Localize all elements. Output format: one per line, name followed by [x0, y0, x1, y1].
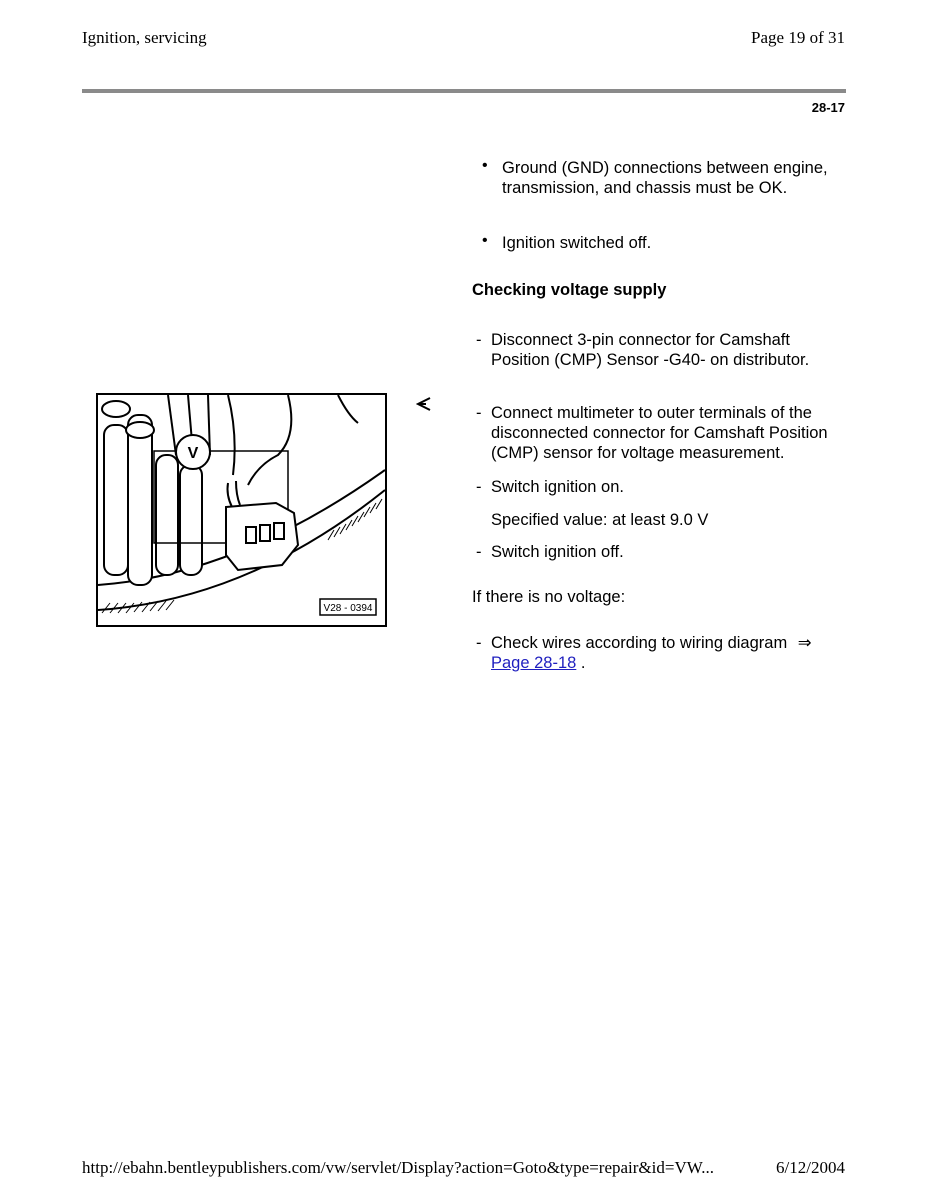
- dash-icon: -: [476, 478, 482, 496]
- multimeter-label: V: [187, 445, 199, 462]
- step-disconnect: [472, 330, 846, 370]
- bullet-ground: [472, 158, 846, 198]
- step-line: Connect multimeter to outer terminals of the: [491, 404, 812, 422]
- step-line: Disconnect 3-pin connector for Camshaft: [491, 331, 790, 349]
- footer-date: 6/12/2004: [776, 1158, 845, 1177]
- page-indicator: Page 19 of 31: [751, 28, 845, 47]
- step-line-end: .: [580, 654, 586, 672]
- connector-illustration: [96, 393, 387, 627]
- step-switch-off: [472, 542, 846, 562]
- step-line: Switch ignition off.: [491, 543, 624, 561]
- reference-arrow-icon: ⇒: [797, 634, 812, 652]
- dash-icon: -: [476, 331, 482, 349]
- step-switch-on: [472, 477, 846, 497]
- page-link[interactable]: Page 28-18: [491, 654, 577, 672]
- bullet-line: Ground (GND) connections between engine,: [502, 159, 828, 177]
- bullet-ignition-off: [472, 233, 846, 253]
- dash-icon: -: [476, 404, 482, 422]
- bullet-icon: •: [482, 233, 488, 249]
- bullet-icon: •: [482, 158, 488, 174]
- step-check-wires: [472, 633, 846, 673]
- dash-icon: -: [476, 543, 482, 561]
- step-line: disconnected connector for Camshaft Position: [491, 424, 828, 442]
- bullet-line: transmission, and chassis must be OK.: [502, 179, 788, 197]
- bullet-line: Ignition switched off.: [502, 234, 652, 252]
- figure-pointer-icon: [416, 396, 432, 412]
- step-line: (CMP) sensor for voltage measurement.: [491, 444, 785, 462]
- section-heading: Checking voltage supply: [472, 281, 667, 299]
- section-number: 28-17: [811, 100, 845, 115]
- specified-value: Specified value: at least 9.0 V: [491, 511, 709, 529]
- step-line: Position (CMP) Sensor -G40- on distributor.: [491, 351, 810, 369]
- dash-icon: -: [476, 634, 482, 652]
- step-line: Check wires according to wiring diagram: [491, 634, 788, 652]
- figure-code: V28 - 0394: [323, 603, 373, 614]
- header-divider: [82, 89, 846, 93]
- step-line: Switch ignition on.: [491, 478, 624, 496]
- footer-url: http://ebahn.bentleypublishers.com/vw/servlet/Display?action=Goto&type=repair&id=VW...: [82, 1158, 714, 1177]
- illustration-drawing: [98, 395, 385, 625]
- no-voltage-note: If there is no voltage:: [472, 588, 626, 606]
- step-connect: [472, 403, 846, 463]
- document-title: Ignition, servicing: [82, 28, 207, 47]
